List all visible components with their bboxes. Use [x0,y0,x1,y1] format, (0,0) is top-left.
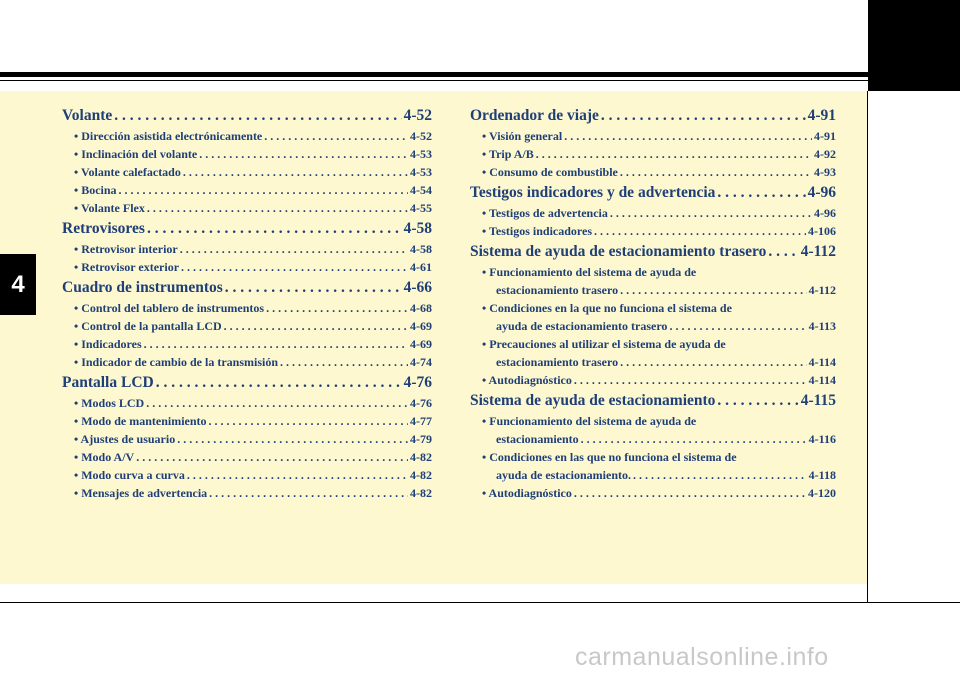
toc-entry-title: Sistema de ayuda de estacionamiento [470,392,716,409]
toc-subentry[interactable] [62,240,432,258]
toc-page-number: 4-58 [410,242,432,256]
toc-entry-title: Retrovisores [62,220,145,237]
toc-subentry[interactable] [62,466,432,484]
toc-page-number: 4-69 [410,337,432,351]
toc-heading[interactable] [470,181,836,204]
dot-leader [601,104,806,127]
toc-subentry[interactable] [62,317,432,335]
toc-entry-title: • Trip A/B [482,147,534,161]
toc-entry-title: Sistema de ayuda de estacionamiento trasero [470,243,767,260]
toc-page-number: 4-82 [410,468,432,482]
dot-leader [610,204,812,222]
toc-subentry[interactable] [62,430,432,448]
toc-entry-title: Ordenador de viaje [470,107,599,124]
toc-subentry[interactable] [62,163,432,181]
toc-heading[interactable] [62,104,432,127]
toc-subentry[interactable] [470,371,836,389]
toc-subentry[interactable] [62,145,432,163]
toc-page-number: 4-96 [807,184,836,201]
dot-leader [209,484,408,502]
toc-entry-title: • Modo de mantenimiento [74,414,207,428]
toc-page-number: 4-120 [808,486,836,500]
dot-leader [620,281,807,299]
toc-entry-title: Volante [62,107,113,124]
toc-subentry[interactable] [62,448,432,466]
toc-entry-title: estacionamiento [496,432,579,446]
toc-subentry[interactable] [62,258,432,276]
toc-entry-title: • Bocina [74,183,117,197]
toc-entry-title: • Ajustes de usuario [74,432,176,446]
header-rule [0,72,868,77]
toc-entry-title: ayuda de estacionamiento. [496,468,631,482]
toc-subentry-continuation [470,317,836,335]
toc-subentry-line: • Funcionamiento del sistema de ayuda de [482,265,697,279]
toc-page-number: 4-112 [808,283,836,297]
toc-page-number: 4-91 [807,107,836,124]
toc-subentry[interactable] [470,204,836,222]
toc-left-column [62,104,432,502]
toc-entry-title: Testigos indicadores y de advertencia [470,184,716,201]
dot-leader [594,222,806,240]
toc-subentry-continuation [470,430,836,448]
dot-leader [280,353,408,371]
toc-page-number: 4-114 [808,373,836,387]
toc-subentry[interactable] [62,199,432,217]
dot-leader [187,466,408,484]
toc-page-number: 4-52 [410,129,432,143]
toc-page-number: 4-66 [403,279,432,296]
corner-black-block [868,0,960,91]
dot-leader [536,145,812,163]
toc-subentry[interactable] [470,145,836,163]
toc-subentry[interactable] [470,484,836,502]
toc-subentry[interactable] [470,299,836,335]
toc-page-number: 4-53 [410,165,432,179]
dot-leader [574,484,806,502]
toc-entry-title: Cuadro de instrumentos [62,279,223,296]
dot-leader [209,412,408,430]
toc-page-number: 4-61 [410,260,432,274]
toc-page-number: 4-115 [800,392,836,409]
toc-entry-title: • Autodiagnóstico [482,373,572,387]
dot-leader [620,353,807,371]
toc-page-number: 4-96 [814,206,836,220]
toc-entry-title: Pantalla LCD [62,374,154,391]
toc-page-number: 4-74 [410,355,432,369]
dot-leader [156,371,402,394]
toc-page-number: 4-118 [808,468,836,482]
dot-leader [574,371,807,389]
toc-subentry-line: • Condiciones en la que no funciona el sistema de [482,301,732,315]
dot-leader [266,299,408,317]
toc-entry-title: • Consumo de combustible [482,165,618,179]
toc-page-number: 4-55 [410,201,432,215]
dot-leader [114,104,401,127]
toc-page-number: 4-82 [410,486,432,500]
watermark: carmanualsonline.info [575,643,829,671]
chapter-number: 4 [11,270,25,298]
dot-leader [146,394,408,412]
footer-rule [0,602,960,603]
toc-entry-title: • Control de la pantalla LCD [74,319,222,333]
dot-leader [225,276,402,299]
toc-entry-title: ayuda de estacionamiento trasero [496,319,668,333]
dot-leader [199,145,408,163]
toc-subentry[interactable] [470,412,836,448]
toc-entry-title: • Inclinación del volante [74,147,198,161]
dot-leader [136,448,408,466]
toc-entry-title: estacionamiento trasero [496,283,619,297]
chapter-tab[interactable] [0,254,36,315]
toc-page-number: 4-82 [410,450,432,464]
toc-page-number: 4-68 [410,301,432,315]
toc-page-number: 4-113 [808,319,836,333]
toc-page-number: 4-54 [410,183,432,197]
dot-leader [717,389,798,412]
dot-leader [119,181,408,199]
toc-entry-title: • Dirección asistida electrónicamente [74,129,263,143]
toc-entry-title: • Retrovisor exterior [74,260,180,274]
dot-leader [224,317,408,335]
toc-subentry[interactable] [470,163,836,181]
toc-subentry[interactable] [62,412,432,430]
dot-leader [564,127,812,145]
toc-entry-title: • Indicadores [74,337,142,351]
dot-leader [180,240,408,258]
toc-subentry-line: • Condiciones en las que no funciona el sistema de [482,450,737,464]
toc-page-number: 4-112 [800,243,836,260]
toc-page-number: 4-69 [410,319,432,333]
toc-entry-title: • Autodiagnóstico [482,486,572,500]
dot-leader [717,181,805,204]
dot-leader [768,240,798,263]
toc-subentry-continuation [470,466,836,484]
toc-entry-title: • Visión general [482,129,563,143]
toc-page-number: 4-76 [403,374,432,391]
toc-subentry[interactable] [470,222,836,240]
toc-entry-title: • Indicador de cambio de la transmisión [74,355,278,369]
toc-entry-title: • Modo A/V [74,450,135,464]
toc-entry-title: • Control del tablero de instrumentos [74,301,265,315]
toc-page-number: 4-92 [814,147,836,161]
header-thin-rule [0,80,868,81]
dot-leader [177,430,408,448]
toc-page-number: 4-91 [814,129,836,143]
toc-subentry[interactable] [470,263,836,299]
toc-entry-title: • Mensajes de advertencia [74,486,208,500]
toc-subentry[interactable] [62,484,432,502]
toc-heading[interactable] [62,371,432,394]
toc-page-number: 4-53 [410,147,432,161]
toc-entry-title: • Volante Flex [74,201,145,215]
toc-page-number: 4-93 [814,165,836,179]
toc-heading[interactable] [470,104,836,127]
toc-entry-title: • Testigos indicadores [482,224,593,238]
toc-page-number: 4-116 [808,432,836,446]
toc-page-number: 4-58 [403,220,432,237]
toc-subentry[interactable] [62,299,432,317]
toc-page-number: 4-77 [410,414,432,428]
dot-leader [581,430,807,448]
toc-subentry[interactable] [62,127,432,145]
toc-entry-title: • Retrovisor interior [74,242,178,256]
dot-leader [669,317,806,335]
toc-subentry[interactable] [470,448,836,484]
dot-leader [144,335,408,353]
dot-leader [147,199,408,217]
dot-leader [264,127,408,145]
toc-heading[interactable] [62,276,432,299]
toc-right-column [470,104,836,502]
toc-entry-title: • Modo curva a curva [74,468,185,482]
toc-subentry[interactable] [470,335,836,371]
toc-entry-title: estacionamiento trasero [496,355,619,369]
toc-heading[interactable] [62,217,432,240]
toc-page-number: 4-79 [410,432,432,446]
toc-heading[interactable] [470,240,836,263]
toc-subentry[interactable] [470,127,836,145]
dot-leader [620,163,812,181]
toc-subentry[interactable] [62,394,432,412]
toc-subentry-line: • Funcionamiento del sistema de ayuda de [482,414,697,428]
dot-leader [181,258,408,276]
dot-leader [183,163,408,181]
toc-subentry-continuation [470,281,836,299]
right-margin-line [867,91,868,603]
toc-entry-title: • Testigos de advertencia [482,206,608,220]
toc-subentry-line: • Precauciones al utilizar el sistema de ayuda de [482,337,726,351]
toc-subentry[interactable] [62,353,432,371]
dot-leader [633,466,807,484]
toc-entry-title: • Volante calefactado [74,165,181,179]
toc-subentry[interactable] [62,181,432,199]
toc-subentry-continuation [470,353,836,371]
toc-page-number: 4-114 [808,355,836,369]
toc-page-number: 4-76 [410,396,432,410]
toc-page-number: 4-106 [808,224,836,238]
toc-heading[interactable] [470,389,836,412]
toc-entry-title: • Modos LCD [74,396,145,410]
toc-page-number: 4-52 [403,107,432,124]
toc-subentry[interactable] [62,335,432,353]
dot-leader [147,217,402,240]
